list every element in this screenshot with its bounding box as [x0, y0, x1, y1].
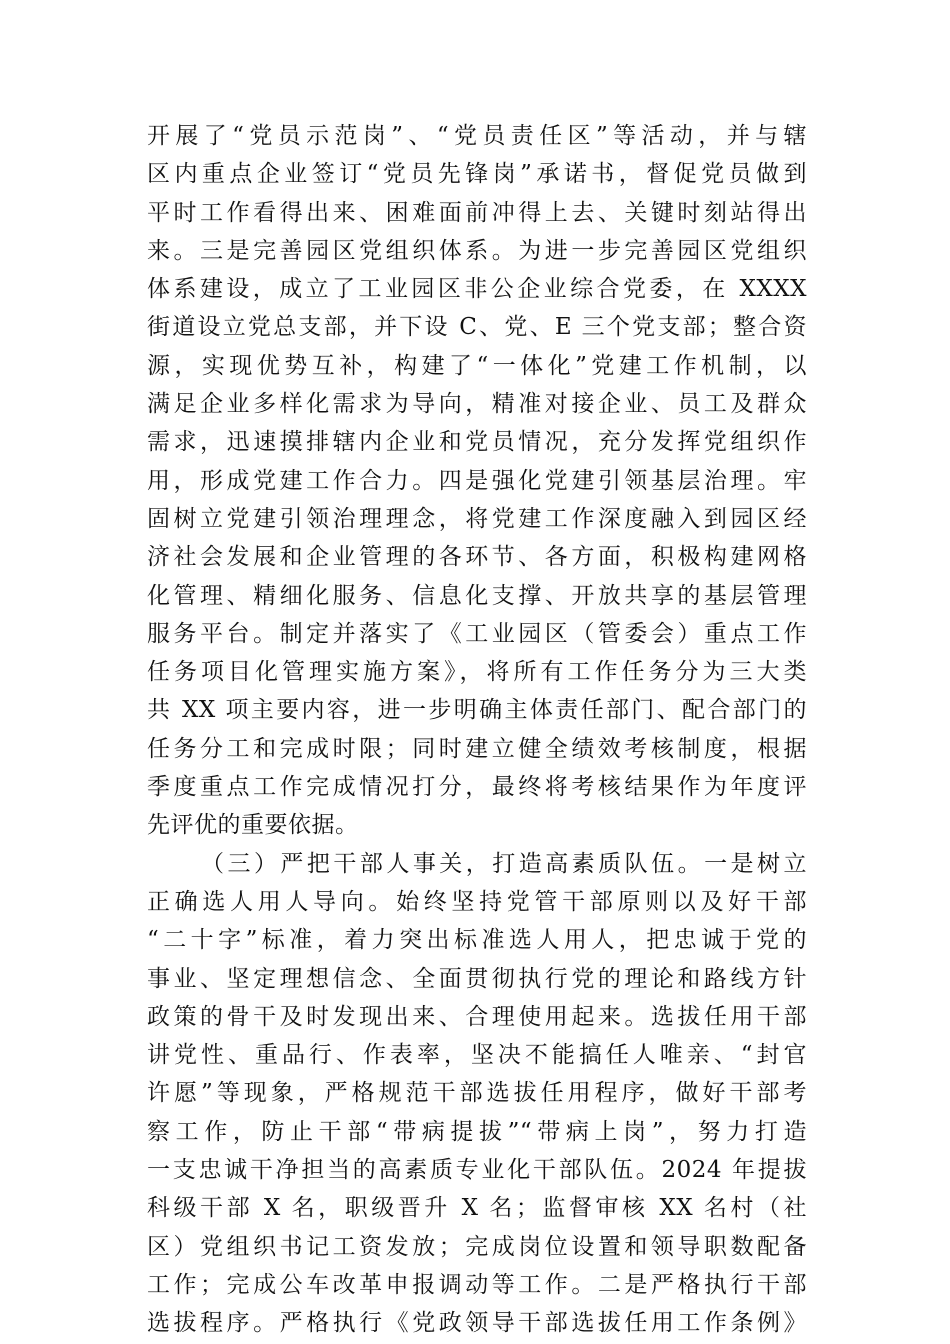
text-line: 任务分工和完成时限；同时建立健全绩效考核制度，根据 — [147, 735, 807, 762]
text-line: 工作；完成公车改革申报调动等工作。二是严格执行干部 — [147, 1271, 807, 1298]
text-line: 开展了“党员示范岗”、“党员责任区”等活动，并与辖 — [147, 123, 807, 149]
text-line: 科级干部 X 名，职级晋升 X 名；监督审核 XX 名村（社 — [147, 1195, 807, 1222]
text-line: 任务项目化管理实施方案》，将所有工作任务分为三大类 — [147, 659, 807, 686]
text-line: 服务平台。制定并落实了《工业园区（管委会）重点工作 — [147, 620, 807, 647]
text-line: 季度重点工作完成情况打分，最终将考核结果作为年度评 — [147, 774, 807, 801]
text-line: 区）党组织书记工资发放；完成岗位设置和领导职数配备 — [147, 1233, 807, 1260]
text-line: 许愿”等现象，严格规范干部选拔任用程序，做好干部考 — [147, 1080, 807, 1107]
text-line: 共 XX 项主要内容，进一步明确主体责任部门、配合部门的 — [147, 697, 807, 724]
text-line: 来。三是完善园区党组织体系。为进一步完善园区党组织 — [147, 237, 807, 264]
text-line: 满足企业多样化需求为导向，精准对接企业、员工及群众 — [147, 391, 807, 418]
text-line: 正确选人用人导向。始终坚持党管干部原则以及好干部 — [147, 888, 807, 915]
text-line: 源，实现优势互补，构建了“一体化”党建工作机制，以 — [147, 352, 807, 379]
text-line: 体系建设，成立了工业园区非公企业综合党委，在 XXXX — [147, 276, 807, 303]
text-line: 用，形成党建工作合力。四是强化党建引领基层治理。牢 — [147, 467, 807, 494]
text-line: 需求，迅速摸排辖内企业和党员情况，充分发挥党组织作 — [147, 429, 807, 456]
text-line: “二十字”标准，着力突出标准选人用人，把忠诚于党的 — [147, 927, 807, 954]
body-text — [147, 117, 807, 1343]
section-heading-line: （三）严把干部人事关，打造高素质队伍。一是树立 — [201, 850, 807, 877]
text-line: 一支忠诚干净担当的高素质专业化干部队伍。2024 年提拔 — [147, 1157, 807, 1184]
text-line: 讲党性、重品行、作表率，坚决不能搞任人唯亲、“封官 — [147, 1042, 807, 1069]
text-line: 济社会发展和企业管理的各环节、各方面，积极构建网格 — [147, 544, 807, 571]
text-line: 固树立党建引领治理理念，将党建工作深度融入到园区经 — [147, 505, 807, 532]
text-line: 区内重点企业签订“党员先锋岗”承诺书，督促党员做到 — [147, 161, 807, 188]
paragraph-end-line: 先评优的重要依据。 — [147, 812, 359, 839]
text-line: 化管理、精细化服务、信息化支撑、开放共享的基层管理 — [147, 582, 807, 609]
text-line: 平时工作看得出来、困难面前冲得上去、关键时刻站得出 — [147, 199, 807, 226]
text-line: 事业、坚定理想信念、全面贯彻执行党的理论和路线方针 — [147, 965, 807, 992]
text-line: 选拔程序。严格执行《党政领导干部选拔任用工作条例》 — [147, 1310, 807, 1337]
text-line: 街道设立党总支部，并下设 C、党、E 三个党支部；整合资 — [147, 314, 807, 341]
text-line: 察工作，防止干部“带病提拔”“带病上岗”，努力打造 — [147, 1118, 807, 1145]
text-line: 政策的骨干及时发现出来、合理使用起来。选拔任用干部 — [147, 1003, 807, 1030]
